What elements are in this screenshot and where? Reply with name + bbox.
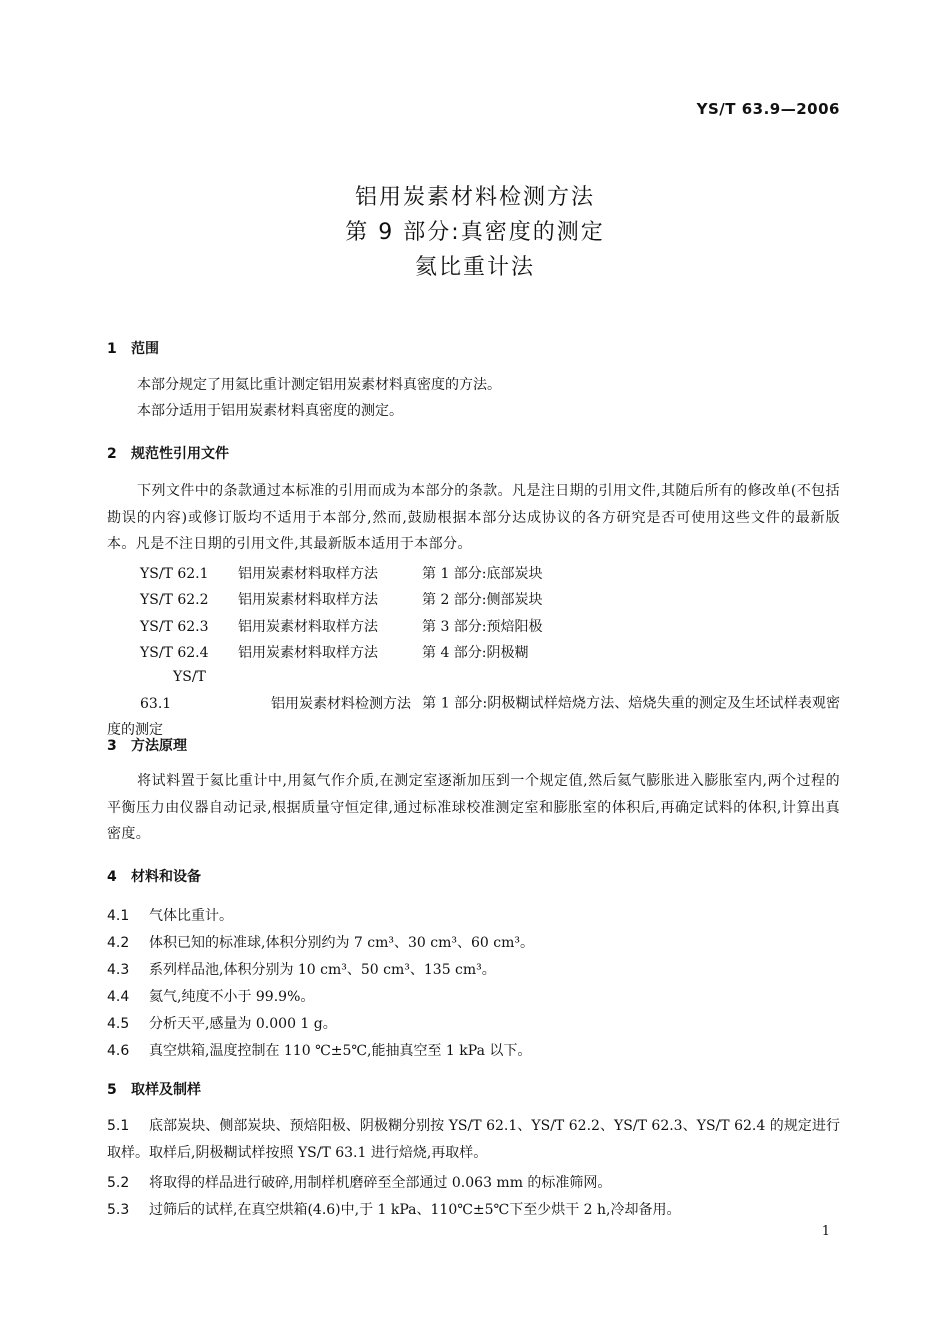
reference-part: 第 3 部分:预焙阳极 xyxy=(422,619,543,635)
section-4-heading xyxy=(107,866,201,886)
item-number: 4.4 xyxy=(107,989,130,1005)
section-3-heading xyxy=(107,735,187,755)
equipment-item xyxy=(107,905,233,925)
equipment-item xyxy=(107,932,534,952)
standard-code: YS/T 63.9—2006 xyxy=(696,100,840,118)
reference-part: 第 4 部分:阴极糊 xyxy=(422,645,529,661)
item-text: 氦气,纯度不小于 99.9%。 xyxy=(149,989,315,1005)
title-line-2: 第 9 部分:真密度的测定 xyxy=(345,220,605,245)
section-1-paragraph: 本部分适用于铝用炭素材料真密度的测定。 xyxy=(137,403,403,419)
reference-item xyxy=(140,642,529,662)
item-number: 4.6 xyxy=(107,1043,130,1059)
reference-item xyxy=(140,563,543,583)
reference-code: YS/T 62.1 xyxy=(140,566,209,582)
section-title: 方法原理 xyxy=(131,738,187,754)
item-text: 过筛后的试样,在真空烘箱(4.6)中,于 1 kPa、110℃±5℃下至少烘干 2 h,冷却备用。 xyxy=(149,1202,681,1218)
section-3-paragraph xyxy=(107,768,840,848)
reference-code: YS/T 62.3 xyxy=(140,619,209,635)
document-title xyxy=(0,180,950,285)
reference-item xyxy=(140,616,543,636)
sampling-item xyxy=(107,1113,840,1166)
reference-item xyxy=(107,664,840,744)
section-1-paragraph: 本部分规定了用氦比重计测定铝用炭素材料真密度的方法。 xyxy=(137,377,501,393)
section-title: 范围 xyxy=(131,341,159,357)
section-2-intro xyxy=(107,478,840,558)
principle-text: 将试料置于氦比重计中,用氦气作介质,在测定室逐渐加压到一个规定值,然后氦气膨胀进入膨胀室内,两个过程的平衡压力由仪器自动记录,根据质量守恒定律,通过标准球校准测定室和膨胀室的体积后,再确定试料的体积,计算出真密度。 xyxy=(107,773,840,842)
sampling-item xyxy=(107,1172,611,1192)
item-number: 5.1 xyxy=(107,1118,130,1134)
equipment-item xyxy=(107,1013,337,1033)
section-title: 材料和设备 xyxy=(131,869,201,885)
item-number: 5.2 xyxy=(107,1175,130,1191)
item-number: 4.1 xyxy=(107,908,130,924)
item-text: 真空烘箱,温度控制在 110 ℃±5℃,能抽真空至 1 kPa 以下。 xyxy=(149,1043,532,1059)
section-title: 取样及制样 xyxy=(131,1082,201,1098)
section-number: 5 xyxy=(107,1082,117,1098)
item-number: 4.3 xyxy=(107,962,130,978)
reference-title: 铝用炭素材料取样方法 xyxy=(238,619,378,635)
section-number: 1 xyxy=(107,341,117,357)
reference-code: YS/T 62.4 xyxy=(140,645,209,661)
title-line-3: 氦比重计法 xyxy=(414,255,535,280)
reference-title: 铝用炭素材料取样方法 xyxy=(238,592,378,608)
section-5-heading xyxy=(107,1079,201,1099)
section-number: 4 xyxy=(107,869,117,885)
reference-title: 铝用炭素材料取样方法 xyxy=(238,566,378,582)
equipment-item xyxy=(107,986,314,1006)
intro-text: 下列文件中的条款通过本标准的引用而成为本部分的条款。凡是注日期的引用文件,其随后所有的修改单(不包括勘误的内容)或修订版均不适用于本部分,然而,鼓励根据本部分达成协议的各方研究是否可使用这些文件的最新版本。凡是不注日期的引用文件,其最新版本适用于本部分。 xyxy=(107,483,840,552)
item-text: 将取得的样品进行破碎,用制样机磨碎至全部通过 0.063 mm 的标准筛网。 xyxy=(149,1175,612,1191)
section-number: 3 xyxy=(107,738,117,754)
item-number: 4.5 xyxy=(107,1016,130,1032)
reference-code: YS/T 63.1 xyxy=(140,669,206,712)
title-line-1: 铝用炭素材料检测方法 xyxy=(354,185,595,210)
equipment-item xyxy=(107,959,496,979)
reference-item xyxy=(140,589,543,609)
reference-title: 铝用炭素材料检测方法 xyxy=(271,695,411,712)
item-text: 体积已知的标准球,体积分别约为 7 cm³、30 cm³、60 cm³。 xyxy=(149,935,534,951)
item-text: 系列样品池,体积分别为 10 cm³、50 cm³、135 cm³。 xyxy=(149,962,496,978)
page-number: 1 xyxy=(821,1224,830,1239)
item-text: 底部炭块、侧部炭块、预焙阳极、阴极糊分别按 YS/T 62.1、YS/T 62.2、YS/T 62.3、YS/T 62.4 的规定进行取样。取样后,阴极糊试样按照 YS/T 63.1 进行焙烧,再取样。 xyxy=(107,1118,840,1161)
equipment-item xyxy=(107,1040,531,1060)
reference-title: 铝用炭素材料取样方法 xyxy=(238,645,378,661)
section-1-heading xyxy=(107,338,159,358)
item-text: 分析天平,感量为 0.000 1 g。 xyxy=(149,1016,337,1032)
item-text: 气体比重计。 xyxy=(149,908,233,924)
item-number: 4.2 xyxy=(107,935,130,951)
reference-code: YS/T 62.2 xyxy=(140,592,209,608)
item-number: 5.3 xyxy=(107,1202,130,1218)
section-title: 规范性引用文件 xyxy=(131,446,229,462)
reference-part: 第 1 部分:阴极糊试样焙烧方法、焙烧失重的测定及生坯试样表观密度的测定 xyxy=(107,695,840,738)
sampling-item xyxy=(107,1199,680,1219)
section-number: 2 xyxy=(107,446,117,462)
reference-part: 第 1 部分:底部炭块 xyxy=(422,566,543,582)
section-2-heading xyxy=(107,443,229,463)
reference-part: 第 2 部分:侧部炭块 xyxy=(422,592,543,608)
